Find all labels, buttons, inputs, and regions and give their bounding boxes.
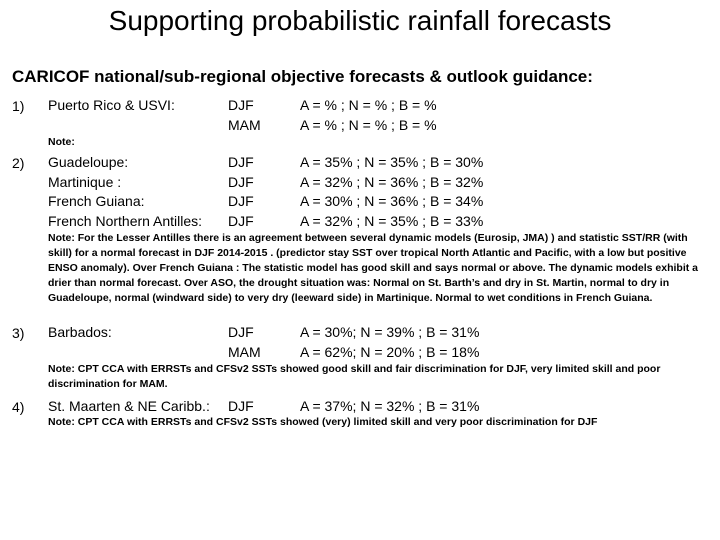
probability-text: A = 35% ; N = 35% ; B = 30% — [300, 154, 484, 170]
season-label: DJF — [228, 97, 254, 113]
location-label: French Guiana: — [48, 193, 145, 209]
season-label: DJF — [228, 398, 254, 414]
probability-text: A = 30%; N = 39% ; B = 31% — [300, 324, 480, 340]
probability-text: A = 32% ; N = 35% ; B = 33% — [300, 212, 484, 229]
probability-text: A = 30% ; N = 36% ; B = 34% — [300, 193, 484, 209]
season-list — [228, 96, 261, 135]
location-label: Barbados: — [48, 324, 112, 340]
item-number: 2) — [12, 155, 25, 171]
item-note: Note: For the Lesser Antilles there is an agreement between several dynamic models (Eurosip, JMA) ) and statistic SST/RR (with skill) for a normal forecast in DJF 2014-2015 . (predictor stay SST over tropical North Atlantic and Pacific, with a low but positive ENSO anomaly). Over French Guiana : The statistic model has good skill and says normal or above. The dynamic models exhibit a drier than normal forecast. Over ASO, the drought situation was: Normal on St. Barth’s and dry in St. Martin, normal to dry in Guadeloupe, normal (windward side) to very dry (leeward side) in Martinique. Normal to wet conditions in French Guiana. — [48, 232, 699, 304]
season-label: MAM — [228, 116, 261, 133]
item-number: 1) — [12, 98, 25, 114]
item-number: 3) — [12, 325, 25, 341]
probability-text: A = % ; N = % ; B = % — [300, 97, 437, 113]
probability-list — [300, 323, 479, 362]
season-label: DJF — [228, 173, 254, 190]
item-note: Note: CPT CCA with ERRSTs and CFSv2 SSTs showed (very) limited skill and very poor discrimination for DJF — [48, 416, 598, 428]
season-label: DJF — [228, 193, 254, 209]
page-title: Supporting probabilistic rainfall forecasts — [108, 5, 612, 36]
season-label: MAM — [228, 343, 261, 360]
location-label: French Northern Antilles: — [48, 212, 203, 229]
season-label: DJF — [228, 324, 254, 340]
probability-text: A = % ; N = % ; B = % — [300, 116, 437, 133]
season-list — [228, 323, 261, 362]
location-label: St. Maarten & NE Caribb.: — [48, 398, 210, 414]
season-label: DJF — [228, 154, 254, 170]
season-list — [228, 153, 254, 231]
location-list — [48, 153, 202, 231]
location-label: Guadeloupe: — [48, 154, 129, 170]
probability-text: A = 62%; N = 20% ; B = 18% — [300, 343, 480, 360]
season-label: DJF — [228, 212, 254, 229]
probability-list — [300, 153, 483, 231]
item-note: Note: — [48, 136, 75, 148]
item-number: 4) — [12, 399, 25, 415]
probability-text: A = 37%; N = 32% ; B = 31% — [300, 398, 480, 414]
item-note: Note: CPT CCA with ERRSTs and CFSv2 SSTs showed good skill and fair discrimination for DJF, very limited skill and poor discrimination for MAM. — [48, 363, 661, 390]
location-label: Puerto Rico & USVI: — [48, 97, 175, 113]
probability-list — [300, 96, 437, 135]
location-label: Martinique : — [48, 173, 122, 190]
probability-text: A = 32% ; N = 36% ; B = 32% — [300, 173, 484, 190]
section-subtitle: CARICOF national/sub-regional objective forecasts & outlook guidance: — [12, 67, 593, 86]
